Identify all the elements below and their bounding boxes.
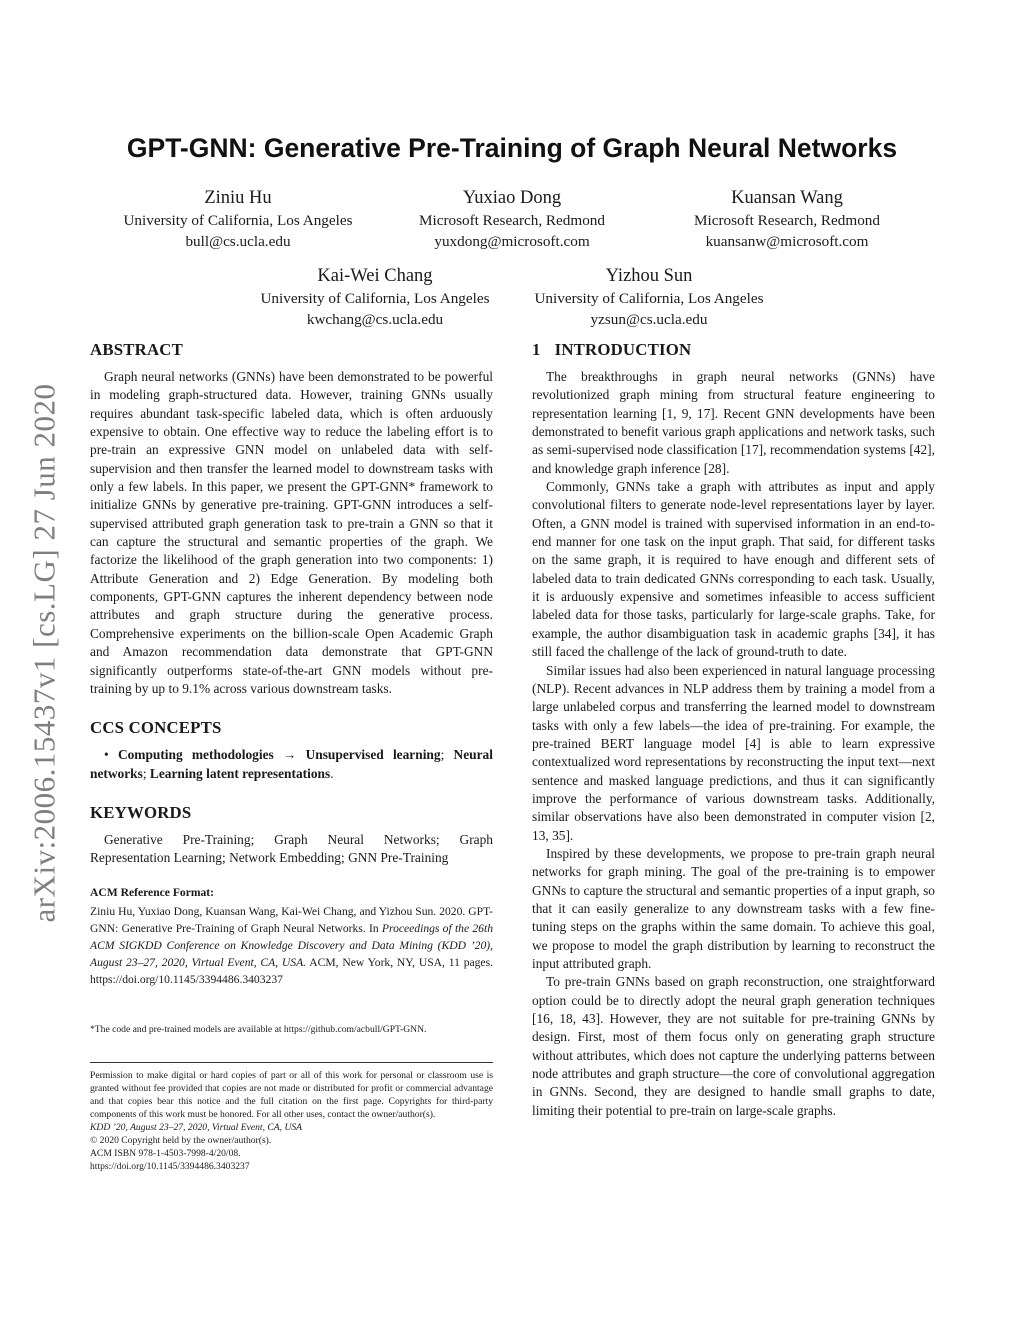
author-name: Kuansan Wang: [731, 188, 843, 208]
right-column: [532, 340, 935, 1120]
author-email: yzsun@cs.ucla.edu: [590, 310, 708, 328]
acm-reference-text: [90, 903, 493, 989]
permission-doi: https://doi.org/10.1145/3394486.3403237: [90, 1161, 250, 1173]
intro-paragraph: Inspired by these developments, we propose to pre-train graph neural networks for graph mining. The goal of the pre-training is to empower GNNs to capture the structural and semantic properties of a input graph, so that it can easily generalize to any downstream tasks with a few fine-tuning steps on the graphs within the same domain. To achieve this goal, we propose to model the graph distribution by learning to reconstruct the input attributed graph.: [532, 845, 935, 971]
author-email: yuxdong@microsoft.com: [434, 232, 590, 250]
keywords-heading: KEYWORDS: [90, 802, 192, 822]
keywords-text: Generative Pre-Training; Graph Neural Networks; Graph Representation Learning; Network Embedding; GNN Pre-Training: [90, 831, 493, 866]
author-affiliation: Microsoft Research, Redmond: [693, 212, 880, 229]
ccs-term: Neural networks: [90, 747, 493, 781]
paper-title: GPT-GNN: Generative Pre-Training of Graph Neural Networks: [126, 133, 898, 163]
arxiv-identifier-text: arXiv:2006.15437v1 [cs.LG] 27 Jun 2020: [27, 382, 62, 923]
ccs-concepts: [90, 746, 493, 783]
arxiv-identifier-stamp: [28, 355, 62, 950]
acm-reference-publisher: ACM, New York, NY, USA, 11 pages. https://doi.org/10.1145/3394486.3403237: [90, 956, 493, 987]
ccs-arrow: →: [282, 747, 297, 763]
author-affiliation: University of California, Los Angeles: [260, 290, 490, 307]
intro-paragraph: Commonly, GNNs take a graph with attributes as input and apply convolutional filters to generate node-level representations layer by layer. Often, a GNN model is trained with supervised information in an end-to-end manner for one task on the input graph. That said, for different tasks on the same graph, it is required to have enough and different sets of labeled data to train dedicated GNNs corresponding to each task. Usually, it is arduously expensive and sometimes infeasible to access sufficient labeled data for those tasks, particularly for large-scale graphs. Take, for example, the author disambiguation task in academic graphs [34], it has still faced the challenge of the lack of ground-truth to date.: [532, 479, 935, 660]
acm-reference: [90, 886, 493, 989]
ccs-term: Learning latent representations: [149, 765, 331, 781]
author-email: kwchang@cs.ucla.edu: [306, 310, 444, 328]
permission-copyright: © 2020 Copyright held by the owner/author(s).: [90, 1135, 272, 1147]
ccs-end: .: [330, 765, 334, 781]
acm-reference-authors: Ziniu Hu, Yuxiao Dong, Kuansan Wang, Kai-Wei Chang, and Yizhou Sun. 2020. GPT-GNN: Generative Pre-Training of Graph Neural Networks. In: [90, 904, 493, 935]
author-email: kuansanw@microsoft.com: [705, 232, 869, 250]
abstract-heading: ABSTRACT: [90, 340, 183, 359]
ccs-separator: ;: [142, 765, 147, 781]
permission-isbn: ACM ISBN 978-1-4503-7998-4/20/08.: [90, 1148, 241, 1160]
left-column: [90, 340, 493, 1173]
intro-paragraph: The breakthroughs in graph neural networks (GNNs) have revolutionized graph mining from structural feature engineering to representation learning [1, 9, 17]. Recent GNN developments have been demonstrated to benefit various graph applications and network tasks, such as semi-supervised node classification [17], recommendation systems [42], and knowledge graph inference [28].: [532, 369, 935, 476]
author-name: Ziniu Hu: [204, 188, 272, 208]
author-name: Yizhou Sun: [605, 266, 693, 286]
permission-venue: KDD ’20, August 23–27, 2020, Virtual Event, CA, USA: [90, 1121, 303, 1133]
author-email: bull@cs.ucla.edu: [185, 232, 291, 250]
author-block: [78, 187, 398, 252]
author-affiliation: University of California, Los Angeles: [534, 290, 764, 307]
permission-divider: [90, 1062, 493, 1063]
abstract-text: Graph neural networks (GNNs) have been demonstrated to be powerful in modeling graph-structured data. However, training GNNs usually requires abundant task-specific labeled data, which is often arduously expensive to obtain. One effective way to reduce the labeling effort is to pre-train an expressive GNN model on unlabeled data with self-supervision and then transfer the learned model to downstream tasks with only a few labels. In this paper, we present the GPT-GNN* framework to initialize GNNs by generative pre-training. GPT-GNN introduces a self-supervised attributed graph generation task to pre-train a GNN so that it can capture the structural and semantic properties of the graph. We factorize the likelihood of the graph generation into two components: 1) Attribute Generation and 2) Edge Generation. By modeling both components, GPT-GNN captures the inherent dependency between node attributes and graph structure during the generative process. Comprehensive experiments on the billion-scale Open Academic Graph and Amazon recommendation data demonstrate that GPT-GNN significantly outperforms state-of-the-art GNN models without pre-training by up to 9.1% across various downstream tasks.: [90, 369, 493, 696]
introduction-heading: [532, 340, 935, 360]
ccs-term: Unsupervised learning: [305, 747, 441, 763]
permission-notice: Permission to make digital or hard copies of part or all of this work for personal or classroom use is granted without fee provided that copies are not made or distributed for profit or commercial advantage and that copies bear this notice and the full citation on the first page. Copyrights for third-party components of this work must be honored. For all other uses, contact the owner/author(s).: [90, 1069, 493, 1120]
section-number: 1: [532, 340, 541, 359]
ccs-term: Computing methodologies: [117, 747, 274, 763]
author-affiliation: University of California, Los Angeles: [123, 212, 353, 229]
author-block: [489, 265, 809, 330]
ccs-heading: CCS CONCEPTS: [90, 718, 222, 738]
ccs-separator: ;: [440, 747, 445, 763]
author-block: [352, 187, 672, 252]
author-name: Yuxiao Dong: [462, 188, 562, 208]
intro-paragraph: To pre-train GNNs based on graph reconstruction, one straightforward option could be to directly adopt the neural graph generation techniques [16, 18, 43]. However, they are not suitable for pre-training GNNs by design. First, most of them focus only on generating graph structure without attributes, which does not capture the underlying patterns between node attributes and graph structure—the core of convolutional aggregation in GNNs. Second, they are designed to handle small graphs to date, limiting their potential to pre-train on large-scale graphs.: [532, 974, 935, 1118]
author-affiliation: Microsoft Research, Redmond: [418, 212, 605, 229]
author-name: Kai-Wei Chang: [317, 266, 433, 286]
intro-paragraph: Similar issues had also been experienced in natural language processing (NLP). Recent advances in NLP address them by training a model from a large unlabeled corpus and transferring the learned model to downstream tasks with only a few labels—the idea of pre-training. For example, the pre-trained BERT language model [4] is able to learn expressive contextualized word representations by reconstructing the input text—next sentence and masked language predictions, and thus it can significantly improve the performance of various downstream tasks. Additionally, similar observations have also been demonstrated in computer vision [2, 13, 35].: [532, 662, 935, 843]
section-title: INTRODUCTION: [554, 340, 692, 359]
code-footnote: *The code and pre-trained models are available at https://github.com/acbull/GPT-GNN.: [90, 1023, 427, 1035]
acm-reference-venue: Proceedings of the 26th ACM SIGKDD Conference on Knowledge Discovery and Data Mining (KDD ’20), August 23–27, 2020, Virtual Event, CA, USA.: [90, 921, 493, 970]
author-block: [627, 187, 947, 252]
author-block: [215, 265, 535, 330]
acm-reference-heading: ACM Reference Format:: [90, 885, 215, 899]
ccs-bullet: •: [104, 747, 109, 763]
